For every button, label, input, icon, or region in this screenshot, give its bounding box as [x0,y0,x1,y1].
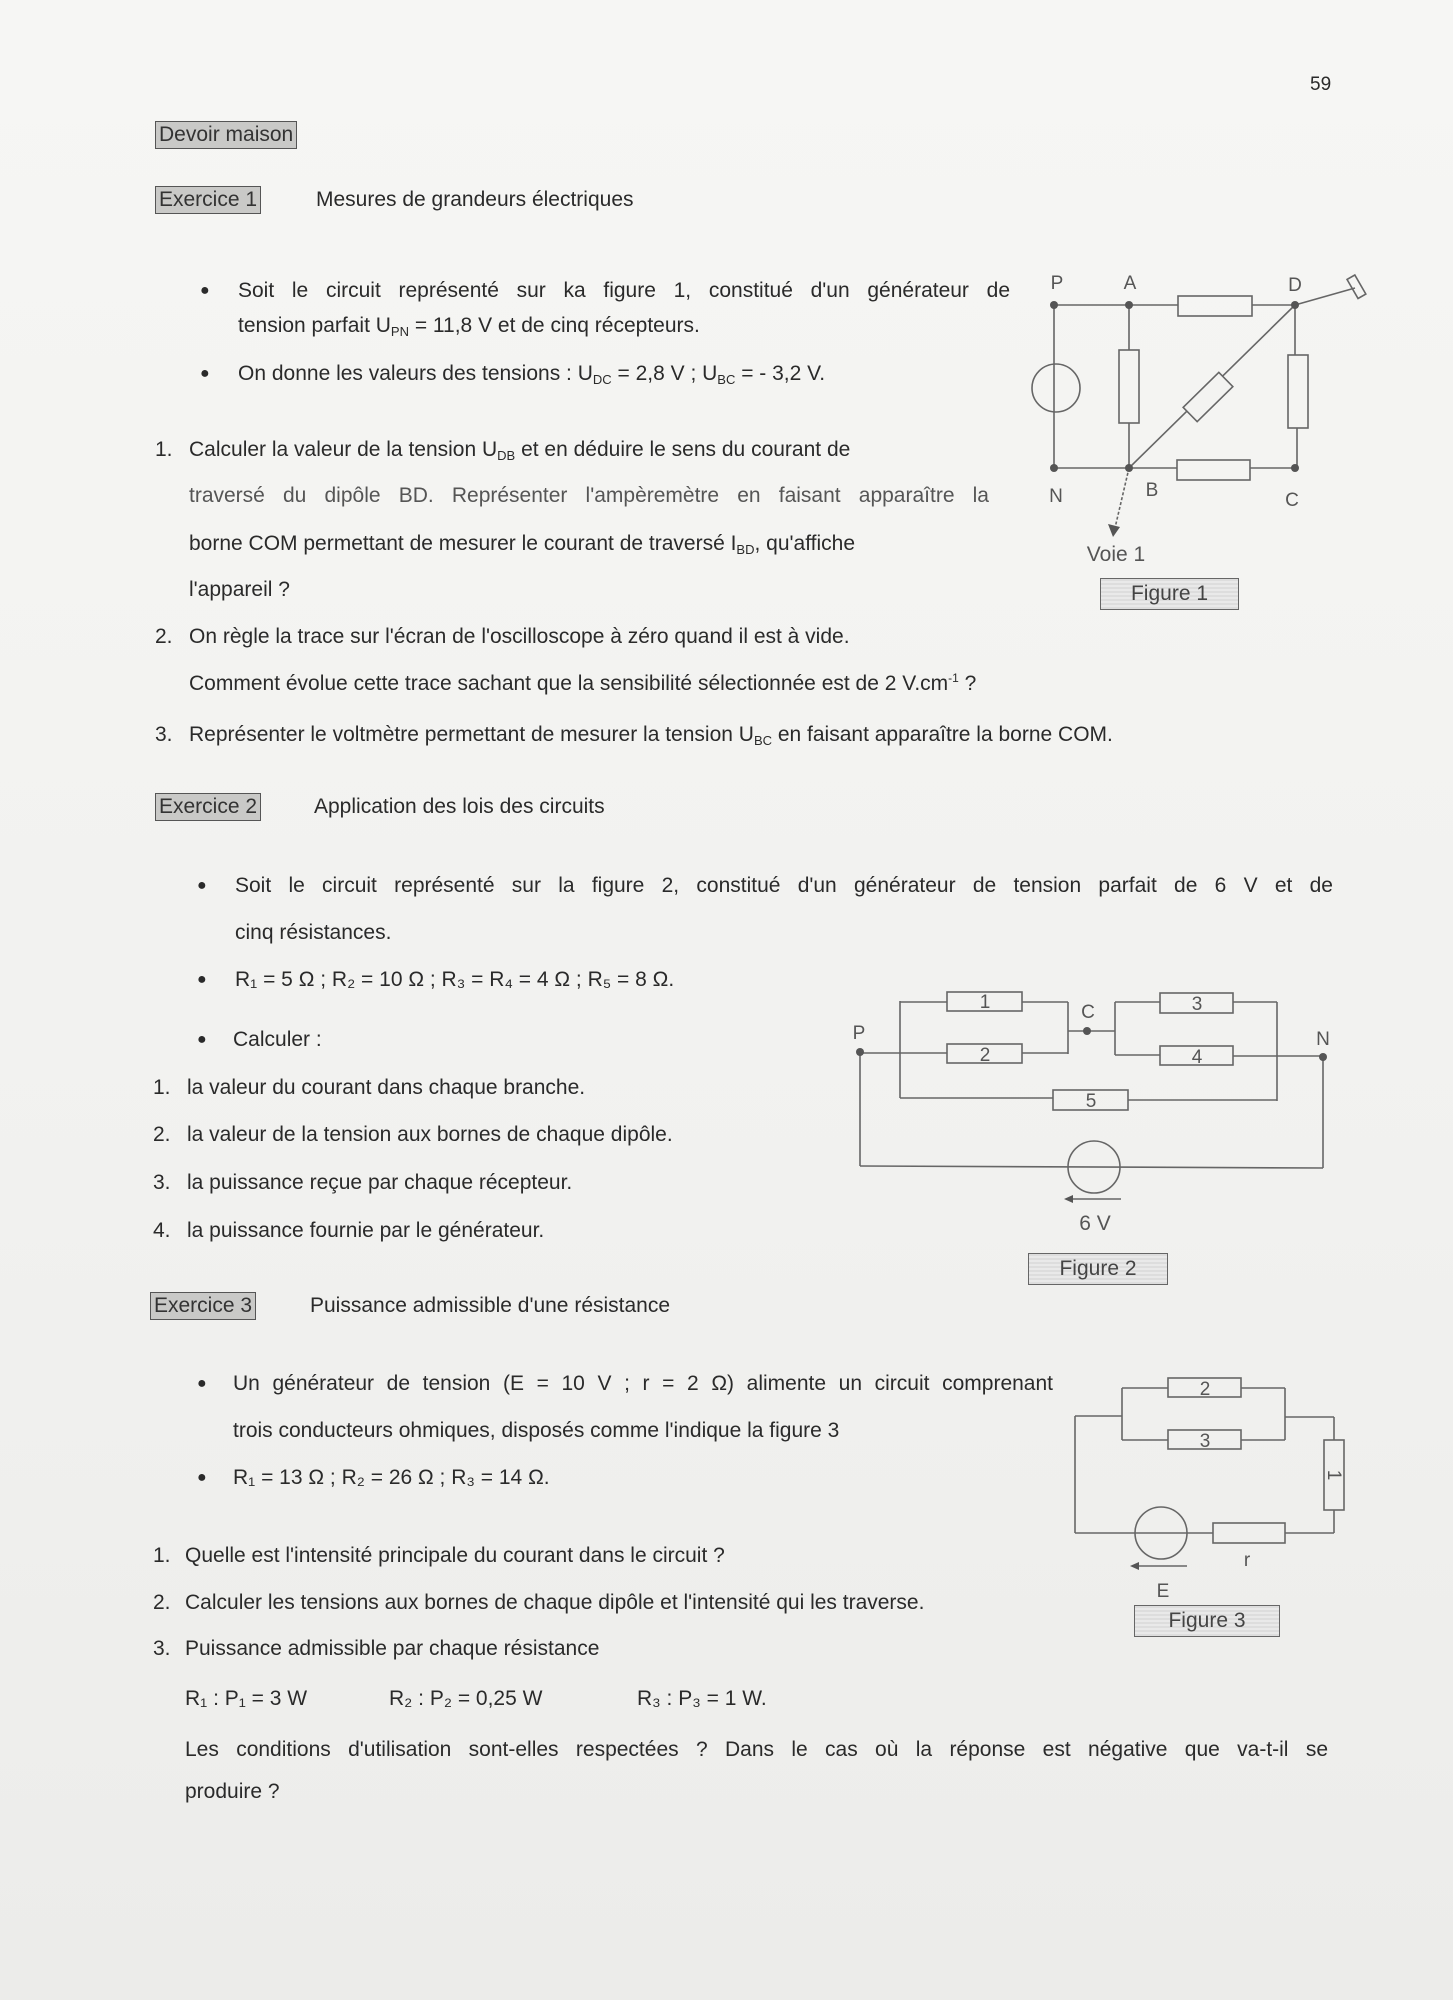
bullet-icon: ● [200,365,210,382]
bullet-icon: ● [197,1375,207,1392]
ex1-q1-line-4: l'appareil ? [189,578,290,601]
ex2-item: la valeur de la tension aux bornes de chaque dipôle. [187,1123,673,1146]
ex1-q1-line-2: traversé du dipôle BD. Représenter l'ampèremètre en faisant apparaître la [189,484,989,507]
ex3-final-line-1: Les conditions d'utilisation sont-elles respectées ? Dans le cas où la réponse est négative que va-t-il se [185,1738,1328,1761]
ex3-bullet-1-line-2: trois conducteurs ohmiques, disposés comme l'indique la figure 3 [233,1419,840,1442]
ex2-bullet-1-line-1: Soit le circuit représenté sur la figure 2, constitué d'un générateur de tension parfait de 6 V et de [235,874,1333,897]
question-number: 3. [153,1171,171,1194]
ex3-final-line-2: produire ? [185,1780,280,1803]
node-label-a: A [1123,273,1137,294]
resistor-4-label: 4 [1191,1047,1203,1068]
bullet-icon: ● [197,1469,207,1486]
resistor-3-label: 3 [1199,1431,1211,1452]
question-number: 3. [153,1637,171,1660]
ex1-bullet-2: On donne les valeurs des tensions : $U_{DC} = 2,8$ V ; $U_{BC}$ = - 3,2 V. [238,362,826,387]
internal-resistance [1213,1523,1285,1543]
resistor-dc [1288,355,1308,428]
ex1-q3: Représenter le voltmètre permettant de mesurer la tension $U_{BC}$ en faisant apparaître la borne COM. [189,723,1113,748]
arrow-icon [1064,1195,1073,1203]
bullet-icon: ● [197,971,207,988]
exercise-2-title: Application des lois des circuits [314,795,605,818]
question-number: 2. [153,1591,171,1614]
node-label-p: P [1050,273,1064,294]
resistor-2-label: 2 [1199,1379,1211,1400]
ex3-resistances: R₁ = 13 Ω ; R₂ = 26 Ω ; R₃ = 14 Ω. [233,1466,550,1489]
resistor-ab [1119,350,1139,423]
ex2-item: la puissance reçue par chaque récepteur. [187,1171,573,1194]
question-number: 3. [155,723,173,746]
ex3-item: Quelle est l'intensité principale du courant dans le circuit ? [185,1544,725,1567]
ex3-power-r3: R₃ : P₃ = 1 W. [637,1687,767,1710]
question-number: 1. [155,438,173,461]
question-number: 2. [153,1123,171,1146]
ex3-power-r2: R₂ : P₂ = 0,25 W [389,1687,543,1710]
node-label-b: B [1145,480,1159,501]
exercise-1-tag: Exercice 1 [155,186,261,214]
question-number: 1. [153,1076,171,1099]
ex1-bullet-1-line-1: Soit le circuit représenté sur ka figure 1, constitué d'un générateur de [238,279,1010,302]
resistor-2-label: 2 [979,1045,991,1066]
ex2-item: la puissance fournie par le générateur. [187,1219,545,1242]
ex3-bullet-1-line-1: Un générateur de tension (E = 10 V ; r = 2 Ω) alimente un circuit comprenant [233,1372,1053,1395]
ex1-q1-line-1: Calculer la valeur de la tension $U_{DB}$ et en déduire le sens du courant de [189,438,851,463]
question-number: 4. [153,1219,171,1242]
arrow-icon [1130,1562,1139,1570]
generator-symbol [1032,364,1080,412]
homework-title: Devoir maison [155,121,297,149]
ex1-q2-line-2: Comment évolue cette trace sachant que la sensibilité sélectionnée est de 2 $V.cm^{-1}$ ? [189,671,977,695]
figure-2-caption: Figure 2 [1028,1253,1168,1285]
ex3-item: Puissance admissible par chaque résistance [185,1637,600,1660]
resistor-5-label: 5 [1085,1091,1097,1112]
node-label-c: C [1081,1002,1095,1023]
internal-resistance-label: r [1243,1550,1251,1571]
ex2-bullet-1-line-2: cinq résistances. [235,921,392,944]
figure-1-circuit [1032,273,1366,566]
probe-icon [1347,275,1366,299]
bullet-icon: ● [200,282,210,299]
arrow-icon [1108,524,1120,537]
bullet-icon: ● [197,877,207,894]
probe-label: Voie 1 [1086,543,1146,566]
node-label-d: D [1288,275,1302,296]
ex2-item: la valeur du courant dans chaque branche. [187,1076,586,1099]
resistor-ad [1178,296,1252,316]
page-number: 59 [1310,74,1332,95]
node-label-p: P [852,1023,866,1044]
node-label-c: C [1285,490,1299,511]
ex3-item: Calculer les tensions aux bornes de chaque dipôle et l'intensité qui les traverse. [185,1591,925,1614]
resistor-3-label: 3 [1191,994,1203,1015]
bullet-icon: ● [197,1031,207,1048]
node-label-n: N [1049,486,1063,507]
resistor-1-label: 1 [1323,1469,1344,1481]
ex1-bullet-1-line-2: tension parfait $U_{PN} = 11,8$ V et de cinq récepteurs. [238,314,700,339]
ex1-q2-line-1: On règle la trace sur l'écran de l'oscilloscope à zéro quand il est à vide. [189,625,850,648]
figure-1-caption: Figure 1 [1100,578,1239,610]
figure-3-caption: Figure 3 [1134,1605,1280,1637]
emf-label: E [1156,1581,1170,1602]
ex1-q1-line-3: borne COM permettant de mesurer le courant de traversé $I_{BD}$, qu'affiche [189,532,856,557]
resistor-bc [1177,460,1250,480]
voltage-label: 6 V [1079,1212,1111,1235]
exercise-3-tag: Exercice 3 [150,1292,256,1320]
ex2-resistances: R₁ = 5 Ω ; R₂ = 10 Ω ; R₃ = R₄ = 4 Ω ; R₅ = 8 Ω. [235,968,675,991]
exercise-1-title: Mesures de grandeurs électriques [316,188,634,211]
node-label-n: N [1316,1029,1330,1050]
ex3-power-r1: R₁ : P₁ = 3 W [185,1687,308,1710]
question-number: 1. [153,1544,171,1567]
exercise-2-tag: Exercice 2 [155,793,261,821]
figure-3-circuit [1075,1378,1344,1602]
resistor-1-label: 1 [979,992,991,1013]
resistor-bd [1183,372,1233,421]
exercise-3-title: Puissance admissible d'une résistance [310,1294,671,1317]
ex2-calculate: Calculer : [233,1028,322,1051]
figure-2-circuit [853,992,1330,1235]
question-number: 2. [155,625,173,648]
